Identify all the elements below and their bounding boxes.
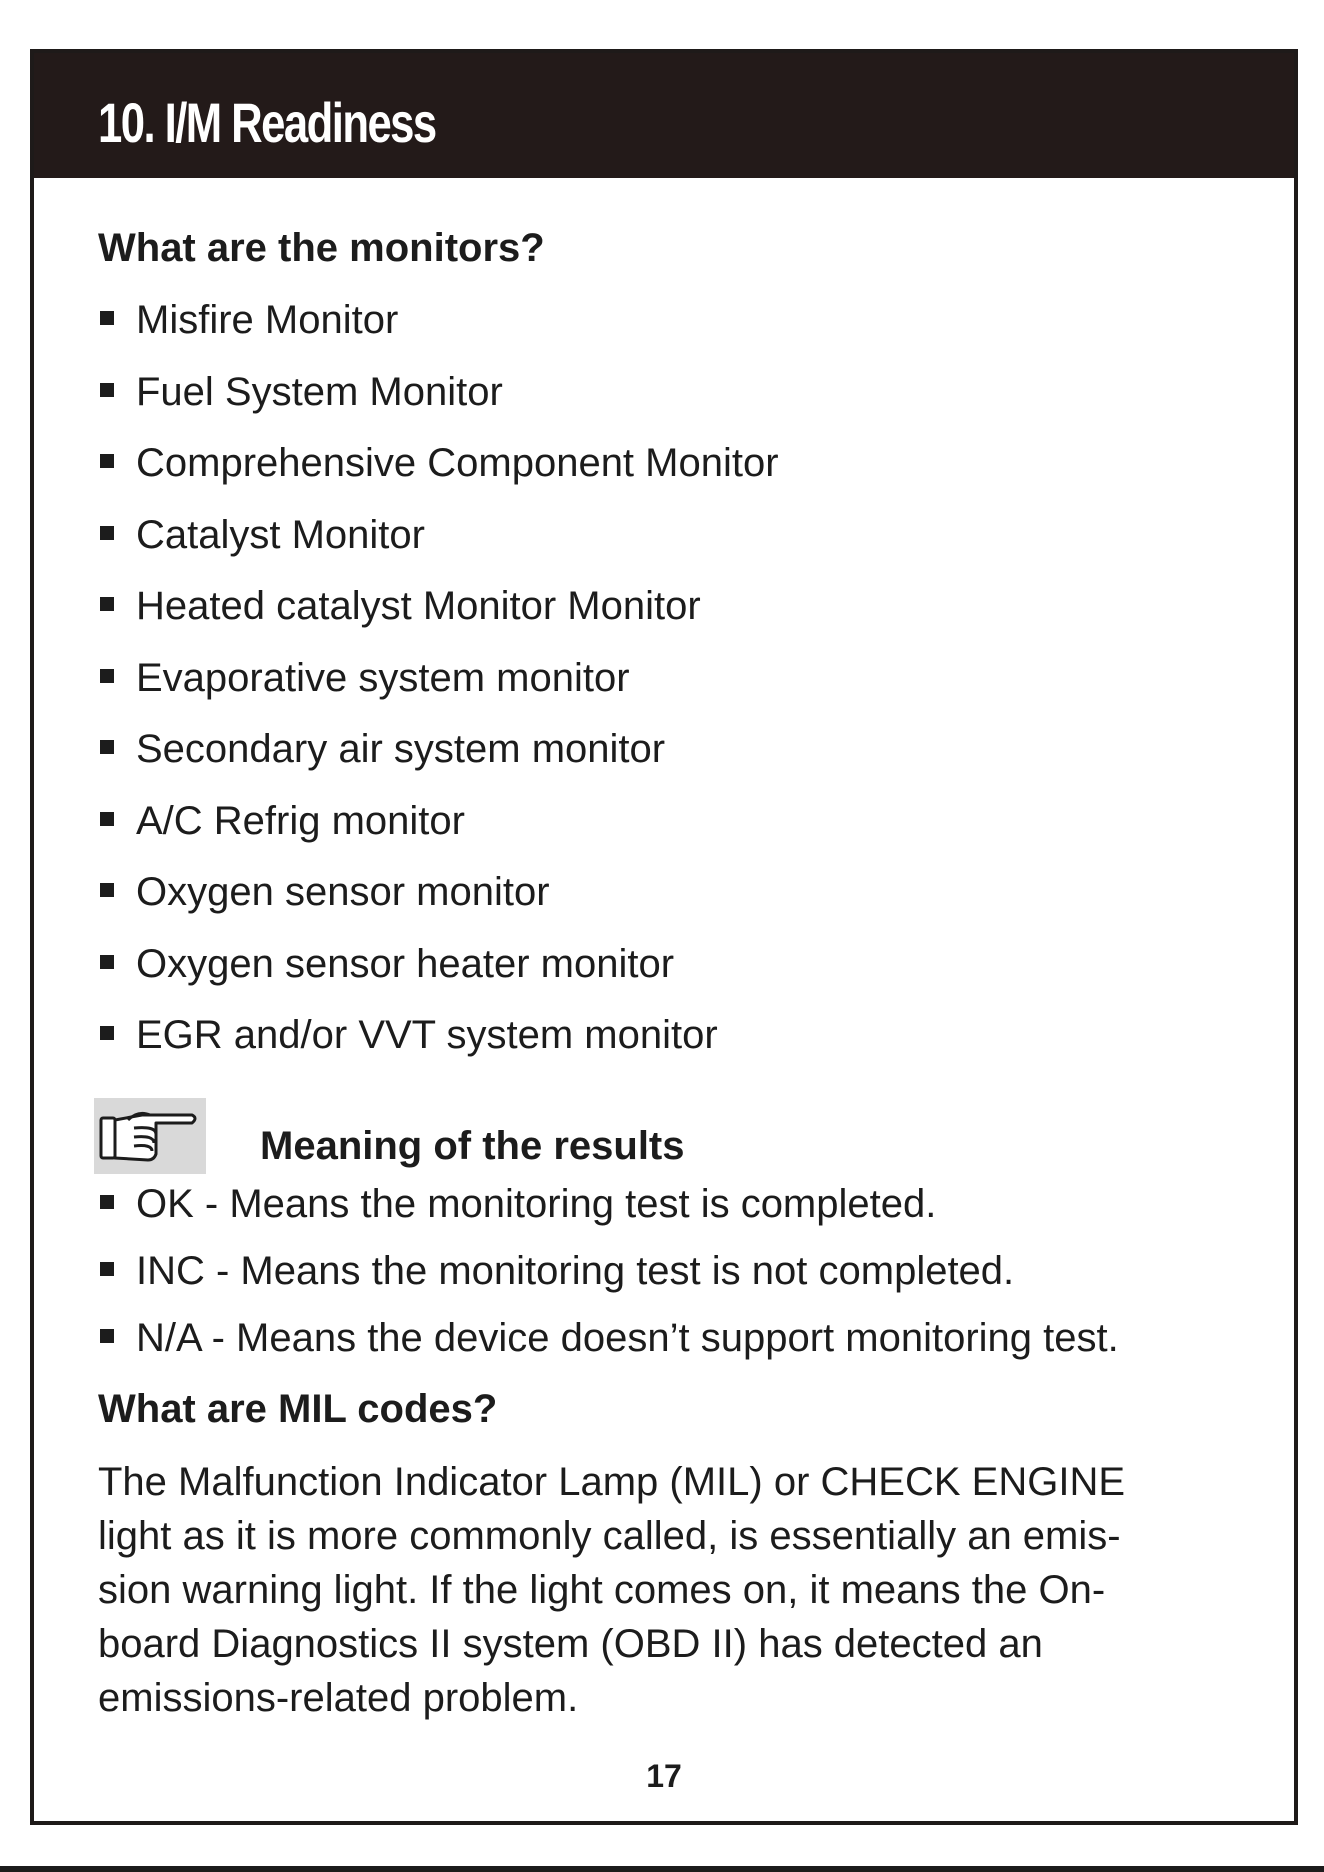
mil-paragraph xyxy=(98,1455,1258,1725)
list-item xyxy=(98,443,1258,515)
paragraph-line: The Malfunction Indicator Lamp (MIL) or CHECK ENGINE xyxy=(98,1459,1126,1504)
list-item xyxy=(98,941,1258,1016)
list-item-text: Oxygen sensor monitor xyxy=(136,870,550,914)
list-item-text: Comprehensive Component Monitor xyxy=(136,441,779,485)
list-item xyxy=(98,655,1258,730)
list-item-text: Secondary air system monitor xyxy=(136,727,666,771)
square-bullet-icon xyxy=(100,669,114,683)
list-item-text: Catalyst Monitor xyxy=(136,512,425,557)
paragraph-line: light as it is more commonly called, is essentially an emis- xyxy=(98,1513,1121,1558)
list-item xyxy=(98,1015,1258,1087)
list-item xyxy=(98,872,1258,944)
square-bullet-icon xyxy=(100,311,114,325)
paragraph-line: emissions-related problem. xyxy=(98,1675,579,1720)
square-bullet-icon xyxy=(100,454,114,468)
list-item xyxy=(98,512,1258,587)
monitors-heading: What are the monitors? xyxy=(98,226,545,270)
list-item-text: A/C Refrig monitor xyxy=(136,798,465,843)
square-bullet-icon xyxy=(100,383,114,397)
monitors-list xyxy=(98,300,1258,1087)
list-item-text: Heated catalyst Monitor Monitor xyxy=(136,584,701,628)
paragraph-line: sion warning light. If the light comes on, it means the On- xyxy=(98,1567,1106,1612)
results-heading: Meaning of the results xyxy=(260,1123,685,1168)
list-item-text: EGR and/or VVT system monitor xyxy=(136,1013,718,1057)
square-bullet-icon xyxy=(100,1329,114,1343)
page-number: 17 xyxy=(646,1758,682,1794)
bottom-rule xyxy=(0,1866,1324,1872)
header-bar xyxy=(34,53,1294,178)
list-item xyxy=(98,1315,1258,1385)
list-item-text: Evaporative system monitor xyxy=(136,655,630,700)
square-bullet-icon xyxy=(100,597,114,611)
list-item xyxy=(98,798,1258,873)
list-item-text: Oxygen sensor heater monitor xyxy=(136,941,675,986)
square-bullet-icon xyxy=(100,1026,114,1040)
page-frame xyxy=(30,49,1298,1825)
list-item-text: Fuel System Monitor xyxy=(136,369,503,414)
list-item-text: N/A - Means the device doesn’t support monitoring test. xyxy=(136,1315,1119,1360)
list-item xyxy=(98,300,1258,372)
square-bullet-icon xyxy=(100,740,114,754)
square-bullet-icon xyxy=(100,812,114,826)
square-bullet-icon xyxy=(100,526,114,540)
square-bullet-icon xyxy=(100,955,114,969)
list-item xyxy=(98,1181,1258,1251)
square-bullet-icon xyxy=(100,883,114,897)
list-item xyxy=(98,1248,1258,1318)
mil-heading: What are MIL codes? xyxy=(98,1386,498,1431)
results-note-row xyxy=(98,1098,1258,1184)
square-bullet-icon xyxy=(100,1195,114,1209)
paragraph-line: board Diagnostics II system (OBD II) has detected an xyxy=(98,1621,1043,1666)
page-content xyxy=(98,228,1258,1725)
list-item xyxy=(98,729,1258,801)
pointing-hand-icon xyxy=(94,1098,206,1174)
page-title: 10. I/M Readiness xyxy=(98,91,436,154)
list-item-text: INC - Means the monitoring test is not completed. xyxy=(136,1248,1015,1293)
list-item xyxy=(98,369,1258,444)
list-item-text: OK - Means the monitoring test is completed. xyxy=(136,1181,937,1226)
square-bullet-icon xyxy=(100,1262,114,1276)
results-list xyxy=(98,1181,1258,1385)
list-item-text: Misfire Monitor xyxy=(136,298,399,342)
list-item xyxy=(98,586,1258,658)
